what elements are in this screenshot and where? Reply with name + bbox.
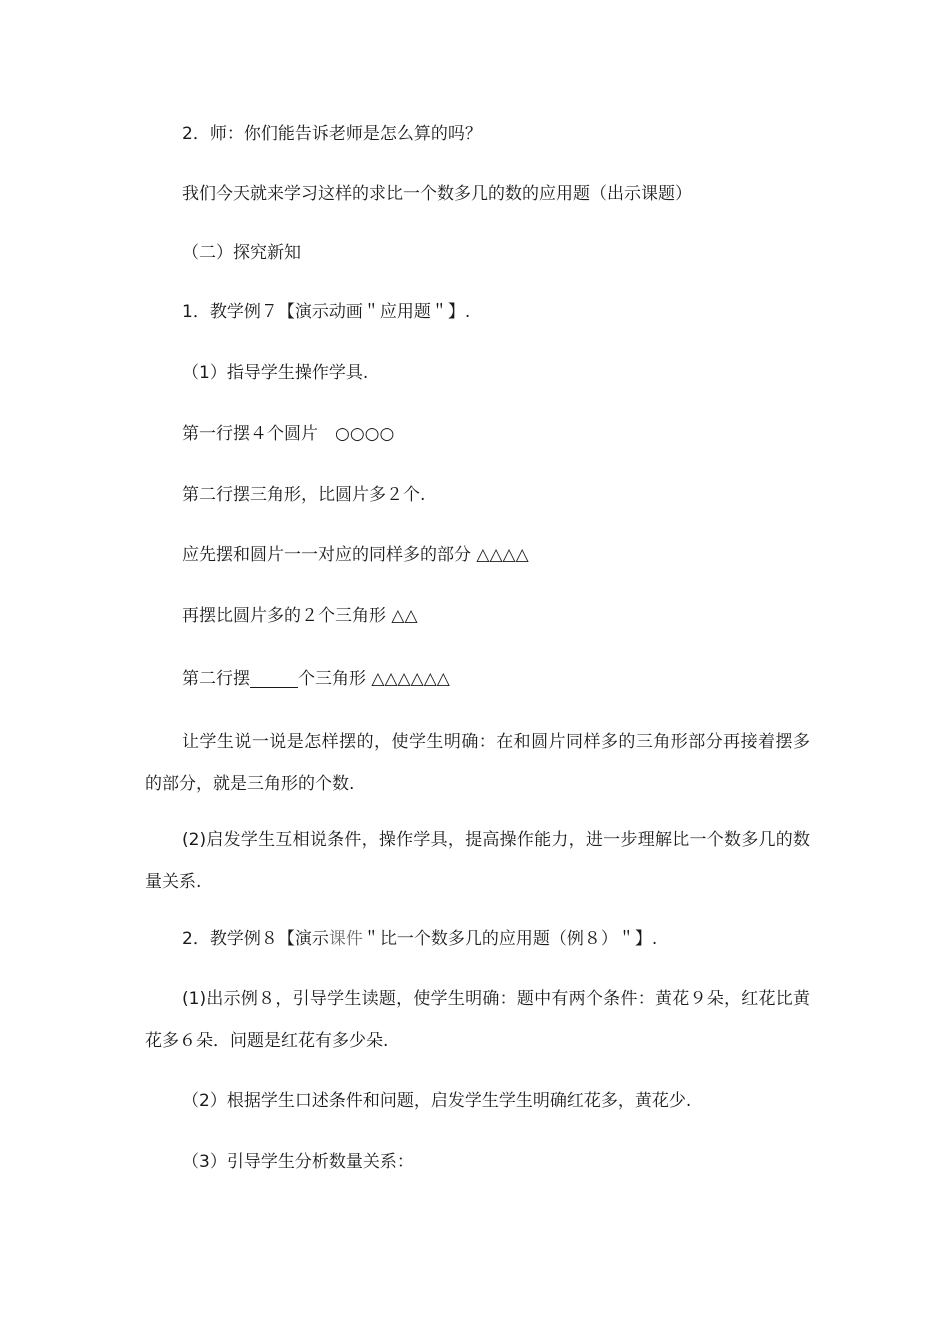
paragraph-lesson-intro: 我们今天就来学习这样的求比一个数多几的数的应用题（出示课题） xyxy=(182,184,692,204)
example-8-prefix: 2．教学例８【演示 xyxy=(182,929,329,949)
paragraph-matching-part: 应先摆和圆片一一对应的同样多的部分 △△△△ xyxy=(182,545,529,565)
paragraph-student-explain: 让学生说一说是怎样摆的，使学生明确：在和圆片同样多的三角形部分再接着摆多的部分，就是三角形的个数. xyxy=(145,732,810,794)
paragraph-example-8 xyxy=(182,929,657,949)
example-8-courseware: 课件 xyxy=(328,929,363,949)
section-heading-explore: （二）探究新知 xyxy=(182,243,301,263)
paragraph-second-row-blank xyxy=(182,669,450,689)
paragraph-step-1-operate: （1）指导学生操作学具. xyxy=(182,363,369,383)
fill-in-blank xyxy=(250,670,298,688)
paragraph-second-row-triangles: 第二行摆三角形，比圆片多２个. xyxy=(182,485,426,505)
second-row-prefix: 第二行摆 xyxy=(182,669,250,689)
example-8-suffix: ＂比一个数多几的应用题（例８）＂】. xyxy=(362,929,658,949)
paragraph-example-7: 1．教学例７【演示动画＂应用题＂】. xyxy=(182,302,471,322)
paragraph-first-row-circles: 第一行摆４个圆片 ○○○○ xyxy=(182,424,395,444)
paragraph-extra-triangles: 再摆比圆片多的２个三角形 △△ xyxy=(182,606,418,626)
paragraph-step-3-analyze: （3）引导学生分析数量关系： xyxy=(182,1152,414,1172)
paragraph-teacher-question: 2．师：你们能告诉老师是怎么算的吗？ xyxy=(182,124,482,144)
paragraph-step-2-flowers: （2）根据学生口述条件和问题，启发学生学生明确红花多，黄花少. xyxy=(182,1091,692,1111)
paragraph-step-2-conditions: (2)启发学生互相说条件，操作学具，提高操作能力，进一步理解比一个数多几的数量关系. xyxy=(145,830,810,892)
second-row-suffix: 个三角形 △△△△△△ xyxy=(298,669,450,689)
paragraph-show-example-8: (1)出示例８，引导学生读题，使学生明确：题中有两个条件：黄花９朵，红花比黄花多６朵．问题是红花有多少朵. xyxy=(145,989,810,1051)
